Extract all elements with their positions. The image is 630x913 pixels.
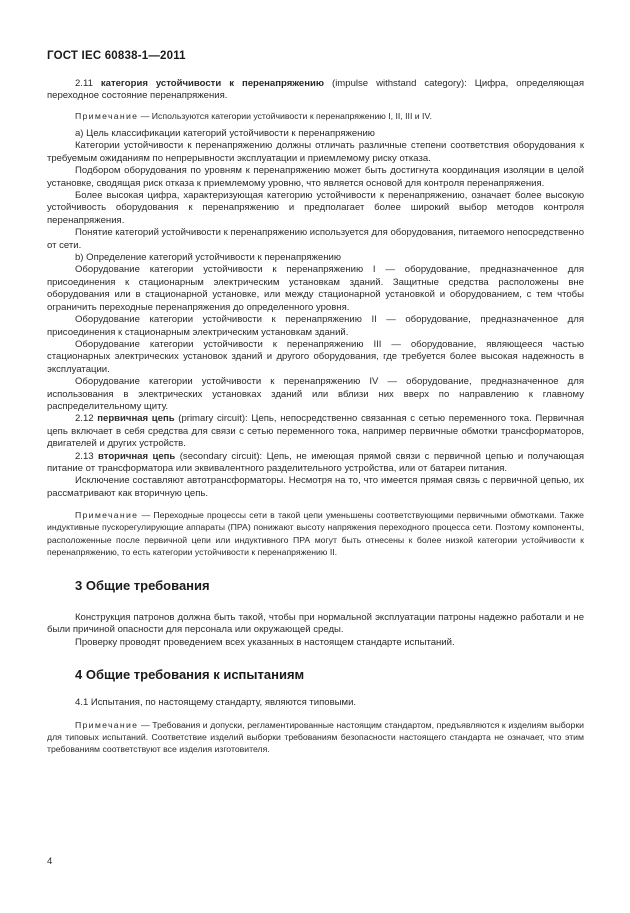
definition-2-12: 2.12 первичная цепь (primary circuit): Цепь, непосредственно связанная с сетью переменного тока. Первичная цепь включает в себя средства для связи с сетью переменного тока, например первичные обмотки трансформаторов, двигателей и других устройств. (47, 413, 584, 450)
term-primary-circuit: первичная цепь (97, 413, 175, 425)
section-4-heading: 4 Общие требования к испытаниям (75, 667, 305, 683)
definition-2-13: 2.13 вторичная цепь (secondary circuit): Цепь, не имеющая прямой связи с первичной цепью и получающая питание от трансформатора или эквивалентного разделительного устройства, или от батареи питания. (47, 450, 585, 474)
term-impulse-category: категория устойчивости к перенапряжению (100, 78, 325, 89)
term-secondary-circuit: вторичная цепь (98, 450, 176, 462)
note-2: Примечание — Переходные процессы сети в такой цепи уменьшены соответствующими первичными обмотками. Также индуктивные пускорегулирующие аппараты (ПРА) понижают высоту напряжения переходного процесса сети. Поэтому компоненты, расположенные после первичной цепи или индуктивного ПРА могут быть отнесены к более низкой категории устойчивости к перенапряжению, то есть категории устойчивости к перенапряжению II. (47, 510, 584, 557)
section-3-paragraph-2: Проверку проводят проведением всех указанных в настоящем стандарте испытаний. (75, 636, 455, 648)
paragraph-a2: Подбором оборудования по уровням к перенапряжению может быть достигнута координация изоляции в целой установке, сводящая риск отказа к приемлемому уровню, что является основой для контроля перенапряжения. (47, 165, 584, 189)
definition-2-11: 2.11 категория устойчивости к перенапряжению (impulse withstand category): Цифра, определяющая переходное состояние перенапряжения. (47, 78, 584, 102)
document-header: ГОСТ IEC 60838-1—2011 (47, 50, 186, 62)
paragraph-a4: Понятие категорий устойчивости к перенапряжению используется для оборудования, питаемого непосредственно от сети. (47, 227, 585, 251)
note-1: Примечание — Используются категории устойчивости к перенапряжению I, II, III и IV. (75, 110, 432, 121)
document-body (47, 78, 584, 755)
paragraph-a1: Категории устойчивости к перенапряжению должны отличать различные степени соответствия оборудования к требуемым ожиданиям по непрерывности эксплуатации и приемлемому риску отказа. (47, 140, 584, 164)
paragraph-b3: Оборудование категории устойчивости к перенапряжению III — оборудование, являющееся частью стационарных электрических установок зданий и другого оборудования, где требуется более высокая надежность в эксплуатации. (47, 338, 584, 375)
section-3-paragraph-1: Конструкция патронов должна быть такой, чтобы при нормальной эксплуатации патроны надежно работали и не были причиной опасности для персонала или окружающей среды. (47, 612, 584, 636)
paragraph-a3: Более высокая цифра, характеризующая категорию устойчивости к перенапряжению, означает более высокую устойчивость оборудования к перенапряжению и предполагает более широкий выбор методов контроля перенапряжения. (47, 190, 584, 226)
paragraph-b2: Оборудование категории устойчивости к перенапряжению II — оборудование, предназначенное для присоединения к стационарным электрическим установкам зданий. (47, 314, 584, 338)
subsection-b-title: b) Определение категорий устойчивости к перенапряжению (75, 252, 341, 264)
paragraph-b1: Оборудование категории устойчивости к перенапряжению I — оборудование, предназначенное для присоединения к стационарным электрическим установкам зданий. Защитные средства расположены вне оборудования или в стационарной установке, или между стационарной установкой и оборудованием, с тем чтобы ограничить переходные перенапряжения до определенного уровня. (47, 264, 584, 313)
note-3: Примечание — Требования и допуски, регламентированные настоящим стандартом, предъявляются к изделиям выборки для типовых испытаний. Соответствие изделий выборки требованиям безопасности настоящего стандарта не означает, что этим требованиям соответствуют все изделия изготовителя. (47, 719, 584, 755)
section-3-heading: 3 Общие требования (75, 578, 210, 594)
paragraph-2-13-exception: Исключение составляют автотрансформаторы. Несмотря на то, что имеется прямая связь с первичной цепью, их рассматривают как вторичную цепь. (47, 475, 584, 499)
page-number: 4 (47, 856, 53, 867)
paragraph-4-1: 4.1 Испытания, по настоящему стандарту, являются типовыми. (75, 697, 357, 709)
subsection-a-title: а) Цель классификации категорий устойчивости к перенапряжению (75, 128, 375, 140)
paragraph-b4: Оборудование категории устойчивости к перенапряжению IV — оборудование, предназначенное для использования в электрических установках зданий или вблизи них вверх по направлению к главному распределительному щиту. (47, 376, 584, 412)
